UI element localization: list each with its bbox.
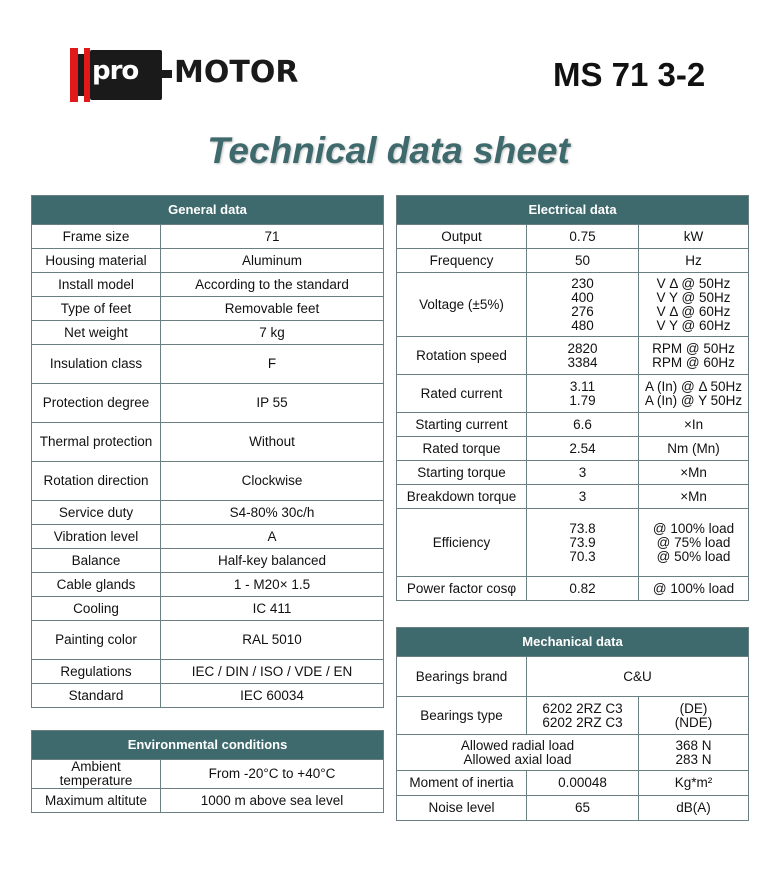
electrical-unit xyxy=(639,225,749,249)
general-value: RAL 5010 xyxy=(161,621,384,660)
table-row xyxy=(32,789,384,813)
electrical-label: Voltage (±5%) xyxy=(397,273,527,337)
table-row xyxy=(397,735,749,771)
electrical-value xyxy=(527,375,639,413)
general-label: Frame size xyxy=(32,225,161,249)
general-data-heading: General data xyxy=(32,196,384,225)
environmental-label: Maximum altitute xyxy=(32,789,161,813)
logo-dash xyxy=(162,70,172,78)
table-row xyxy=(32,384,384,423)
radial-load-label: Allowed radial load xyxy=(460,737,575,753)
electrical-value xyxy=(527,273,639,337)
bearings-brand-label: Bearings brand xyxy=(397,657,527,697)
general-value: 1 - M20× 1.5 xyxy=(161,573,384,597)
table-row xyxy=(397,796,749,821)
electrical-value-line: 1.79 xyxy=(569,392,596,408)
electrical-value-line: 3.11 xyxy=(569,378,596,394)
electrical-value xyxy=(527,577,639,601)
bearing-de: 6202 2RZ C3 xyxy=(542,700,623,716)
general-label: Cooling xyxy=(32,597,161,621)
electrical-value-line: 0.82 xyxy=(569,580,596,596)
table-row xyxy=(397,437,749,461)
table-row xyxy=(397,771,749,796)
electrical-value-line: 3 xyxy=(578,488,587,504)
general-value: 71 xyxy=(161,225,384,249)
electrical-data-table xyxy=(396,195,749,601)
bearings-type-units xyxy=(639,697,749,735)
electrical-label: Starting current xyxy=(397,413,527,437)
general-label: Balance xyxy=(32,549,161,573)
general-value: IP 55 xyxy=(161,384,384,423)
table-row xyxy=(32,462,384,501)
electrical-label: Efficiency xyxy=(397,509,527,577)
general-value: Removable feet xyxy=(161,297,384,321)
noise-value: 65 xyxy=(527,796,639,821)
general-value: Aluminum xyxy=(161,249,384,273)
table-row xyxy=(397,485,749,509)
table-row xyxy=(397,249,749,273)
electrical-unit-line: V Δ @ 60Hz xyxy=(656,303,731,319)
bearing-de-unit: (DE) xyxy=(679,700,708,716)
electrical-value-line: 2820 xyxy=(567,340,598,356)
general-label: Regulations xyxy=(32,660,161,684)
table-row xyxy=(32,249,384,273)
logo-motor-text: MOTOR xyxy=(174,55,299,90)
environmental-heading: Environmental conditions xyxy=(32,731,384,760)
general-value: A xyxy=(161,525,384,549)
noise-label: Noise level xyxy=(397,796,527,821)
electrical-unit-line: ×In xyxy=(683,416,704,432)
electrical-value xyxy=(527,249,639,273)
electrical-unit xyxy=(639,461,749,485)
electrical-label: Frequency xyxy=(397,249,527,273)
general-value: Half-key balanced xyxy=(161,549,384,573)
general-value: IEC / DIN / ISO / VDE / EN xyxy=(161,660,384,684)
electrical-unit-line: ×Mn xyxy=(680,488,707,504)
electrical-unit-line: V Y @ 60Hz xyxy=(656,317,731,333)
mechanical-data-table xyxy=(396,627,749,821)
table-row xyxy=(32,573,384,597)
electrical-value-line: 50 xyxy=(574,252,591,268)
general-value: Clockwise xyxy=(161,462,384,501)
electrical-value-line: 3 xyxy=(578,464,587,480)
general-label: Net weight xyxy=(32,321,161,345)
electrical-value-line: 6.6 xyxy=(573,416,592,432)
bearing-nde-unit: (NDE) xyxy=(674,714,713,730)
general-label: Install model xyxy=(32,273,161,297)
electrical-value-line: 230 xyxy=(571,275,594,291)
table-row xyxy=(32,597,384,621)
electrical-unit xyxy=(639,375,749,413)
bearings-brand-value: C&U xyxy=(527,657,749,697)
inertia-label: Moment of inertia xyxy=(397,771,527,796)
general-label: Type of feet xyxy=(32,297,161,321)
environmental-value: 1000 m above sea level xyxy=(161,789,384,813)
electrical-unit-line: ×Mn xyxy=(680,464,707,480)
general-value: S4-80% 30c/h xyxy=(161,501,384,525)
general-value: Without xyxy=(161,423,384,462)
general-label: Cable glands xyxy=(32,573,161,597)
table-row xyxy=(397,657,749,697)
general-value: IC 411 xyxy=(161,597,384,621)
radial-load-value: 368 N xyxy=(675,737,712,753)
electrical-value xyxy=(527,337,639,375)
electrical-unit-line: @ 100% load xyxy=(652,520,735,536)
electrical-value-line: 0.75 xyxy=(569,228,596,244)
electrical-value-line: 3384 xyxy=(567,354,598,370)
table-row xyxy=(32,423,384,462)
table-row xyxy=(32,684,384,708)
electrical-label: Starting torque xyxy=(397,461,527,485)
electrical-unit xyxy=(639,413,749,437)
electrical-label: Rated torque xyxy=(397,437,527,461)
bearing-nde: 6202 2RZ C3 xyxy=(542,714,623,730)
logo-red-bar xyxy=(70,48,78,102)
electrical-value-line: 70.3 xyxy=(569,548,596,564)
electrical-value-line: 73.8 xyxy=(569,520,596,536)
mechanical-data-heading: Mechanical data xyxy=(397,628,749,657)
table-row xyxy=(397,461,749,485)
noise-unit: dB(A) xyxy=(639,796,749,821)
electrical-label: Power factor cosφ xyxy=(397,577,527,601)
general-label: Thermal protection xyxy=(32,423,161,462)
table-row xyxy=(32,760,384,789)
table-row xyxy=(397,225,749,249)
inertia-unit: Kg*m² xyxy=(639,771,749,796)
electrical-unit xyxy=(639,249,749,273)
electrical-unit xyxy=(639,577,749,601)
electrical-unit-line: V Δ @ 50Hz xyxy=(656,275,731,291)
general-data-table xyxy=(31,195,384,708)
table-row xyxy=(397,413,749,437)
electrical-value-line: 480 xyxy=(571,317,594,333)
electrical-value xyxy=(527,225,639,249)
electrical-unit-line: A (In) @ Y 50Hz xyxy=(644,392,743,408)
table-row xyxy=(397,509,749,577)
general-label: Rotation direction xyxy=(32,462,161,501)
general-label: Housing material xyxy=(32,249,161,273)
environmental-label: Ambient temperature xyxy=(32,760,161,789)
table-row xyxy=(397,577,749,601)
table-row xyxy=(32,549,384,573)
environmental-value: From -20°C to +40°C xyxy=(161,760,384,789)
general-label: Service duty xyxy=(32,501,161,525)
bearings-type-label: Bearings type xyxy=(397,697,527,735)
electrical-value-line: 73.9 xyxy=(569,534,596,550)
load-labels xyxy=(397,735,639,771)
load-values xyxy=(639,735,749,771)
electrical-value xyxy=(527,437,639,461)
table-row xyxy=(32,321,384,345)
table-row xyxy=(32,621,384,660)
electrical-unit-line: V Y @ 50Hz xyxy=(656,289,731,305)
electrical-unit xyxy=(639,509,749,577)
electrical-unit-line: Nm (Mn) xyxy=(667,440,720,456)
table-row xyxy=(397,273,749,337)
logo-pro-text: pro xyxy=(92,56,139,86)
electrical-unit-line: @ 50% load xyxy=(656,548,731,564)
electrical-unit xyxy=(639,273,749,337)
table-row xyxy=(32,660,384,684)
table-row xyxy=(32,345,384,384)
table-row xyxy=(397,697,749,735)
electrical-value-line: 2.54 xyxy=(569,440,596,456)
electrical-unit-line: A (In) @ Δ 50Hz xyxy=(645,378,743,394)
general-label: Standard xyxy=(32,684,161,708)
inertia-value: 0.00048 xyxy=(527,771,639,796)
general-value: F xyxy=(161,345,384,384)
table-row xyxy=(32,525,384,549)
general-label: Insulation class xyxy=(32,345,161,384)
electrical-value-line: 400 xyxy=(571,289,594,305)
electrical-unit-line: Hz xyxy=(685,252,702,268)
model-name: MS 71 3-2 xyxy=(553,56,706,93)
electrical-unit-line: RPM @ 60Hz xyxy=(652,354,735,370)
general-label: Vibration level xyxy=(32,525,161,549)
electrical-data-heading: Electrical data xyxy=(397,196,749,225)
axial-load-value: 283 N xyxy=(675,751,712,767)
general-label: Painting color xyxy=(32,621,161,660)
electrical-label: Breakdown torque xyxy=(397,485,527,509)
page-title: Technical data sheet xyxy=(207,130,570,171)
electrical-value xyxy=(527,485,639,509)
electrical-unit-line: RPM @ 50Hz xyxy=(652,340,735,356)
axial-load-label: Allowed axial load xyxy=(463,751,572,767)
electrical-unit xyxy=(639,437,749,461)
table-row xyxy=(397,375,749,413)
electrical-unit-line: @ 75% load xyxy=(656,534,731,550)
electrical-unit-line: kW xyxy=(683,228,704,244)
electrical-value-line: 276 xyxy=(571,303,594,319)
general-value: According to the standard xyxy=(161,273,384,297)
general-value: 7 kg xyxy=(161,321,384,345)
table-row xyxy=(397,337,749,375)
general-value: IEC 60034 xyxy=(161,684,384,708)
electrical-label: Rotation speed xyxy=(397,337,527,375)
bearings-type-values xyxy=(527,697,639,735)
table-row xyxy=(32,273,384,297)
electrical-value xyxy=(527,509,639,577)
electrical-label: Rated current xyxy=(397,375,527,413)
electrical-value xyxy=(527,461,639,485)
electrical-label: Output xyxy=(397,225,527,249)
electrical-value xyxy=(527,413,639,437)
electrical-unit xyxy=(639,337,749,375)
table-row xyxy=(32,501,384,525)
table-row xyxy=(32,225,384,249)
environmental-table xyxy=(31,730,384,813)
table-row xyxy=(32,297,384,321)
electrical-unit xyxy=(639,485,749,509)
general-label: Protection degree xyxy=(32,384,161,423)
electrical-unit-line: @ 100% load xyxy=(652,580,735,596)
